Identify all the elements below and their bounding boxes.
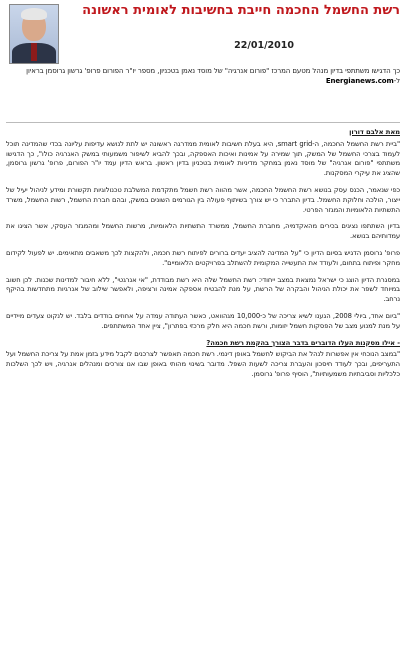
divider — [6, 122, 400, 123]
article-paragraph: כפי שנאמר, הכנס עסק בנושא רשת החשמל החכמה, אשר מהווה רשת חשמל מתקדמת המשלבת טכנולוגיות תקשורת ומידע לניהול יעיל של ייצור, הולכה וחלוקת החשמל. בדיון התברר כי יש צורך בשיתוף פעולה בין הגורמים השונים במשק, ובהם חברת החשמל, רשות החשמל, משרד התשתיות הלאומיות והמגזר הפרטי. — [6, 185, 400, 214]
article-header — [0, 0, 406, 58]
article-date: 22/01/2010 — [234, 40, 294, 51]
article-paragraph: "במצב הנוכחי אין אפשרות לנהל את הביקוש לחשמל באופן דינמי. רשת חכמה תאפשר לצרכנים לקבל מידע בזמן אמת על צריכת החשמל ועל התעריפים, ובכך לעודד חיסכון והעברת צריכה לשעות השפל. מדובר בשינוי מהותי באופן שבו אנו צורכים ומנהלים אנרגיה, ויש לכך השלכות כלכליות וסביבתיות משמעותיות", הוסיף פרופ' גרוסמן. — [6, 350, 400, 378]
article-author: מאת אלבם דורון — [349, 128, 400, 136]
article-paragraph: בדיון השתתפו נציגים בכירים מהאקדמיה, מחברת החשמל, ממשרד התשתיות הלאומיות, מרשות החשמל ומהמגזר העסקי, אשר הציגו את עמדותיהם בנושא. — [6, 222, 400, 241]
article-body — [6, 128, 400, 662]
article-subheading: - אילו מסקנות העלו הדוברים בדבר הצורך בהקמת רשת חכמה? — [206, 338, 400, 347]
photo-hair-shape — [21, 8, 47, 20]
article-title: רשת החשמל החכמה חייבת בחשיבות לאומית ראשונה — [82, 3, 400, 18]
source-site-link[interactable]: Energianews.com — [325, 77, 394, 85]
author-photo — [9, 4, 59, 64]
photo-tie-shape — [31, 43, 37, 61]
article-paragraph: במסגרת הדיון הוצג כי ישראל נמצאת במצב ייחודי: רשת החשמל שלה היא רשת מבודדת, "אי אנרגטי", ללא חיבור למדינות שכנות. לכן חשוב במיוחד לשפר את יכולת הניהול והבקרה של הרשת, על מנת להבטיח אספקה אמינה ורציפה, ולאפשר שילוב של אנרגיות מתחדשות בהיקף נרחב. — [6, 275, 400, 304]
article-lead — [6, 66, 400, 86]
article-paragraph: "ביום אחד, ביולי 2008, הגענו לשיא צריכה של כ-10,000 מגהוואט, כאשר העתודה עמדה על אחוזים בודדים בלבד. יש לנקוט צעדים מיידיים על מנת למנוע מצב של הפסקות חשמל יזומות, ורשת חכמה היא חלק מרכזי בפתרון", ציין אחד המשתתפים. — [6, 311, 400, 330]
article-paragraph: פרופ' גרוסמן הדגיש בסיום הדיון כי "על המדינה להציב יעדים ברורים לפיתוח רשת חכמה, ולהקצות לכך משאבים מתאימים. יש לפעול לקידום מחקר ופיתוח בתחום, ולעודד את התעשייה המקומית להשתלב בפרויקטים הלאומיים". — [6, 248, 400, 267]
lead-text: כך הדגישו משתתפי בדיון מנהל מטעם המרכז "פורום אנרגיה" של מוסד נאמן בטכניון, מספר יו"ר הפורום פרופ' גרשון גרוסמן בראיון ל- — [26, 67, 400, 85]
article-paragraph: "ביית רשת החשמל החכמה, ה-smart grid, היא בעלת חשיבות לאומית ממדרגה ראשונה יש לתת לנושא עדיפות עליונה בכדי שהמדינה תוכל לעמוד בצרכי החשמל של המשק, תוך שמירה על אמינות ואיכות האספקה, ובכך להביא לשיפור משמעותי במשק האנרגיה כולו", כך הדגישו משתתפי "פורום אנרגיה" של מוסד נאמן במחקר מדיניות לאומית בטכניון בדיון ראשון. בראש הדיון עמד יו"ר הפורום, פרופ' גרשון גרוסמן, שהציג את עיקרי המסקנות. — [6, 139, 400, 178]
